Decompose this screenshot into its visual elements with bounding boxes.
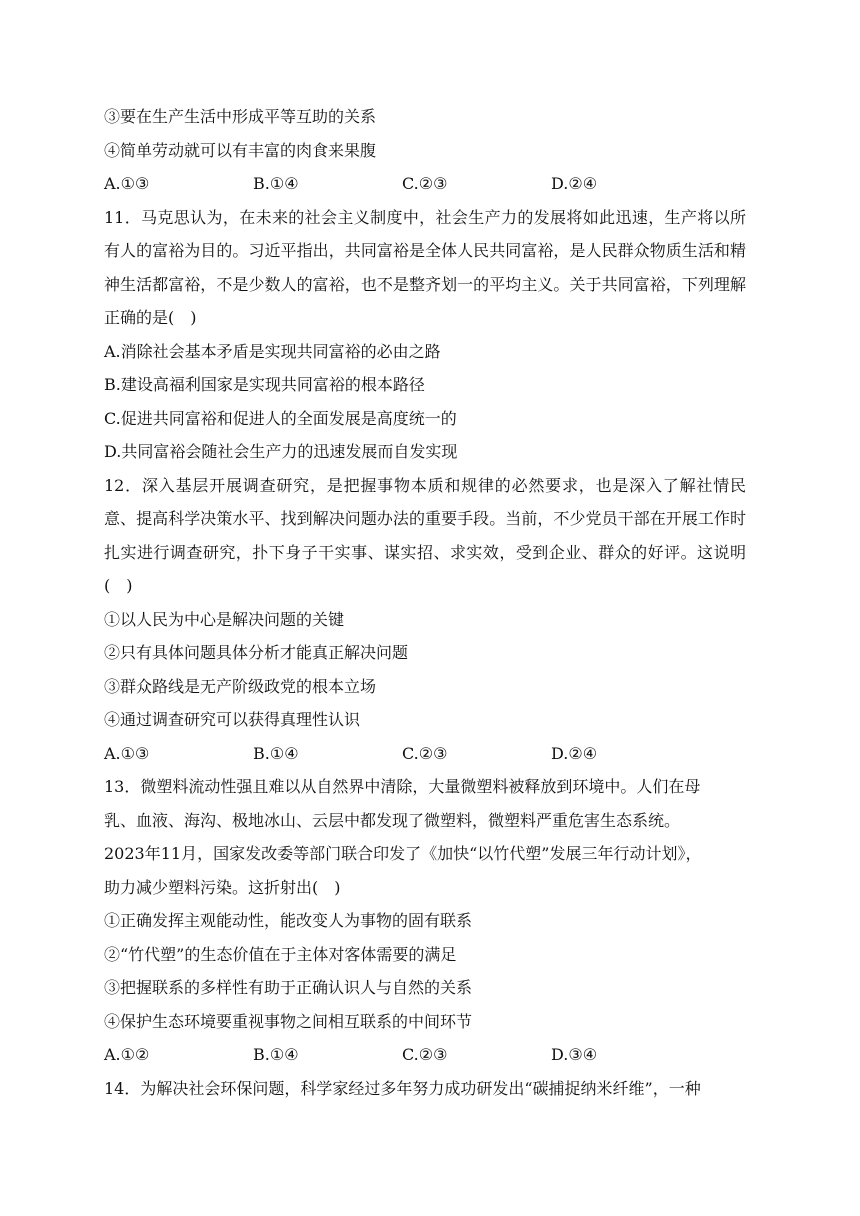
q10-option-b: B.①④ <box>253 174 299 193</box>
q10-option-c: C.②③ <box>402 174 448 193</box>
q12-options <box>104 737 860 771</box>
q12-option-c: C.②③ <box>402 743 448 763</box>
q13-stem-line-3: 2023年11月，国家发改委等部门联合印发了《加快“以竹代塑”发展三年行动计划》， <box>104 844 702 863</box>
q11-stem-text: 11．马克思认为，在未来的社会主义制度中，社会生产力的发展将如此迅速，生产将以所有人的富裕为目的。习近平指出，共同富裕是全体人民共同富裕，是人民群众物质生活和精神生活都富裕，不是少数人的富裕，也不是整齐划一的平均主义。关于共同富裕，下列理解正确的是( ) <box>104 207 746 327</box>
q12-item-1: ①以人民为中心是解决问题的关键 <box>104 609 345 629</box>
q13-option-b: B.①④ <box>253 1045 299 1064</box>
q13-option-a: A.①② <box>104 1045 150 1064</box>
q10-option-d: D.②④ <box>551 174 598 193</box>
q13-option-c: C.②③ <box>402 1045 448 1064</box>
q12-stem <box>104 469 746 603</box>
q14-stem-line-1: 14．为解决社会环保问题，科学家经过多年努力成功研发出“碳捕捉纳米纤维”，一种 <box>104 1078 701 1098</box>
q13-stem-line-1: 13．微塑料流动性强且难以从自然界中清除，大量微塑料被释放到环境中。人们在母 <box>104 777 701 796</box>
q13-item-4: ④保护生态环境要重视事物之间相互联系的中间环节 <box>104 1011 473 1031</box>
q12-option-b: B.①④ <box>253 743 299 763</box>
q13-stem-line-2: 乳、血液、海沟、极地冰山、云层中都发现了微塑料，微塑料严重危害生态系统。 <box>104 810 681 830</box>
q13-item-3: ③把握联系的多样性有助于正确认识人与自然的关系 <box>104 978 473 997</box>
q11-option-c: C.促进共同富裕和促进人的全面发展是高度统一的 <box>104 408 457 428</box>
q13-item-1: ①正确发挥主观能动性，能改变人为事物的固有联系 <box>104 911 473 930</box>
q12-item-2: ②只有具体问题具体分析才能真正解决问题 <box>104 643 409 662</box>
q13-option-d: D.③④ <box>551 1045 598 1064</box>
q11-option-b: B.建设高福利国家是实现共同富裕的根本路径 <box>104 375 425 394</box>
q10-options <box>104 167 860 201</box>
q12-stem-text: 12．深入基层开展调查研究，是把握事物本质和规律的必然要求，也是深入了解社情民意、提高科学决策水平、找到解决问题办法的重要手段。当前，不少党员干部在开展工作时扎实进行调查研究，扑下身子干实事、谋实招、求实效，受到企业、群众的好评。这说明( ) <box>104 475 746 595</box>
q13-stem-line-4: 助力减少塑料污染。这折射出( ) <box>104 877 341 897</box>
q13-item-2: ②“竹代塑”的生态价值在于主体对客体需要的满足 <box>104 944 457 964</box>
q12-option-a: A.①③ <box>104 743 150 763</box>
q11-option-a: A.消除社会基本矛盾是实现共同富裕的必由之路 <box>104 341 441 361</box>
q10-item-4: ④简单劳动就可以有丰富的肉食来果腹 <box>104 140 377 160</box>
q12-item-3: ③群众路线是无产阶级政党的根本立场 <box>104 676 377 696</box>
q11-option-d: D.共同富裕会随社会生产力的迅速发展而自发实现 <box>104 442 458 461</box>
q12-option-d: D.②④ <box>551 743 598 763</box>
q10-option-a: A.①③ <box>104 174 150 193</box>
q12-item-4: ④通过调查研究可以获得真理性认识 <box>104 710 361 729</box>
q11-stem <box>104 201 746 335</box>
q13-options <box>104 1038 860 1072</box>
q10-item-3: ③要在生产生活中形成平等互助的关系 <box>104 107 377 126</box>
